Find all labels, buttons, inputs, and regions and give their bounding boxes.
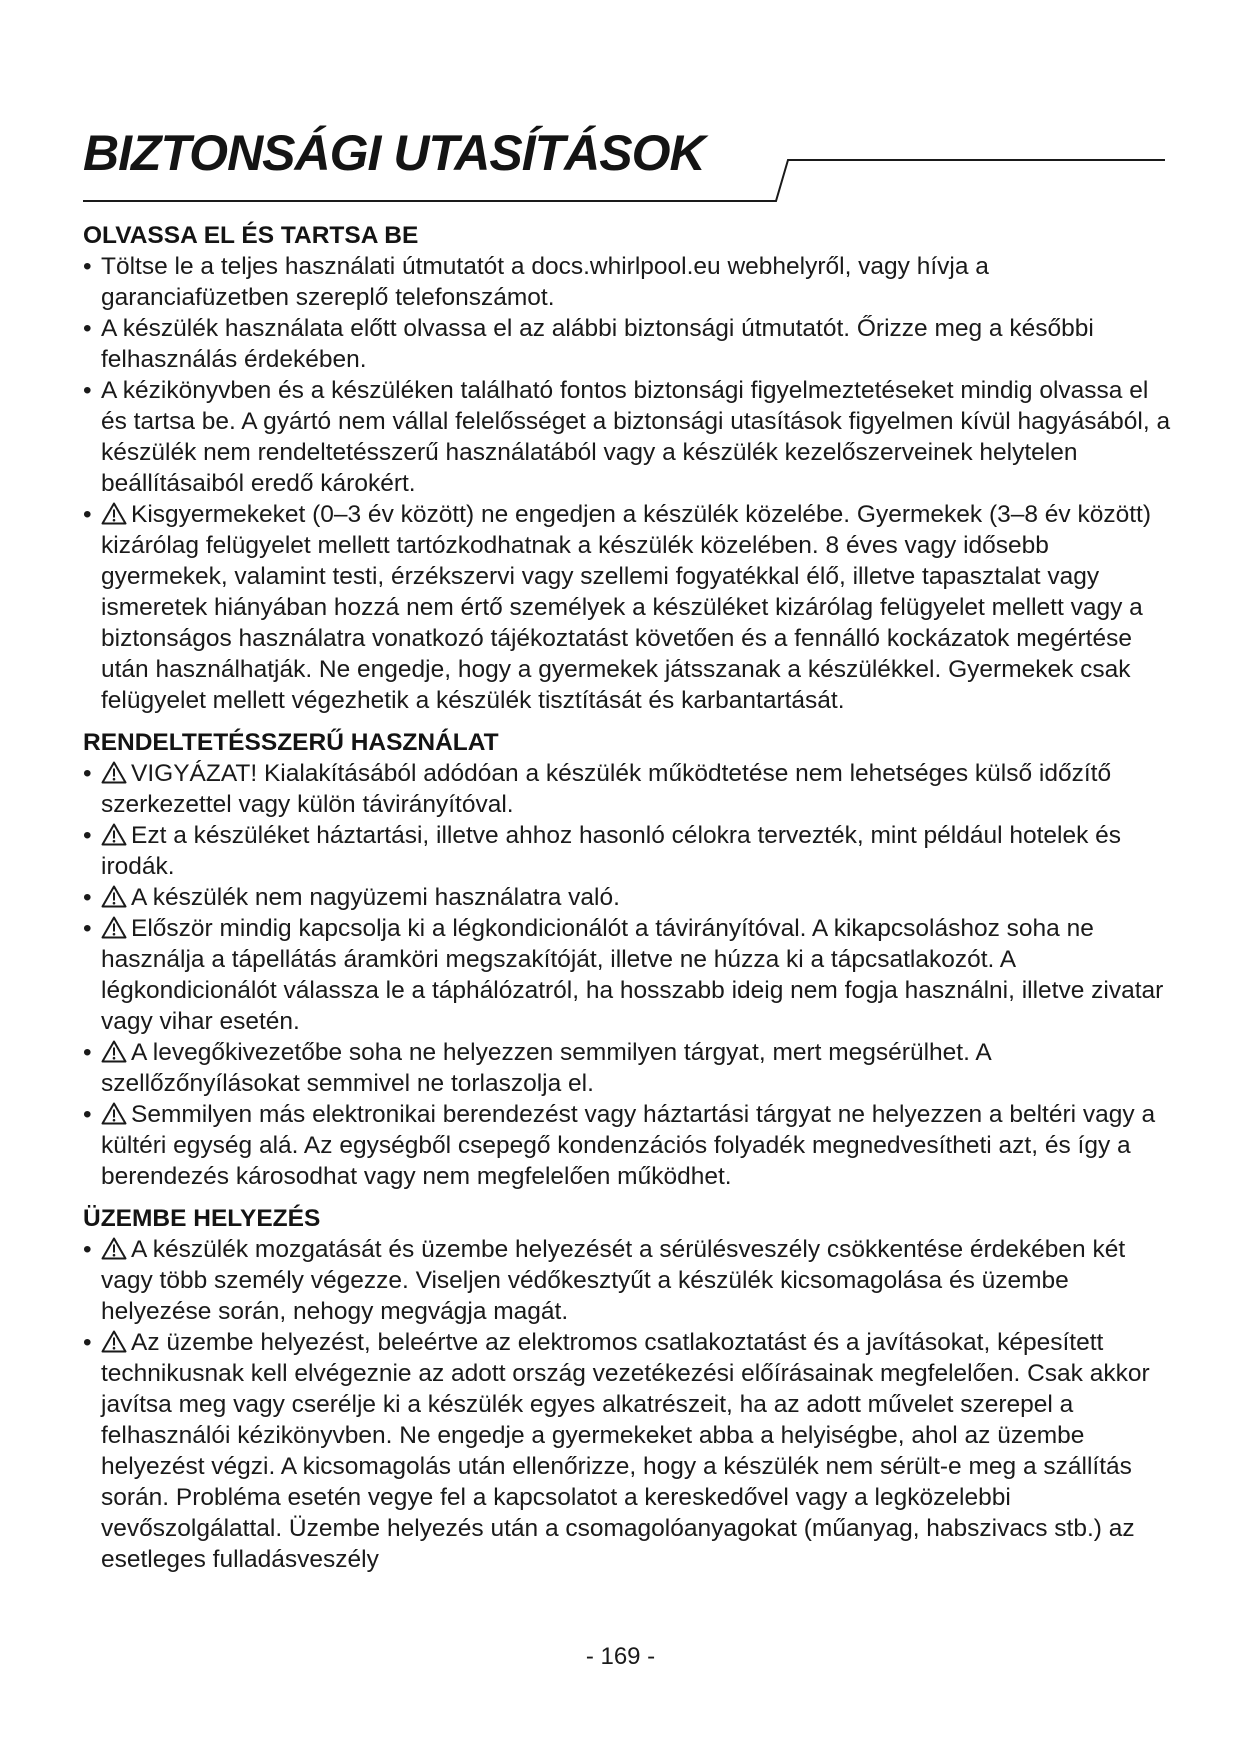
warning-triangle-icon	[101, 1237, 127, 1260]
item-list	[83, 1234, 1173, 1575]
page-title: BIZTONSÁGI UTASÍTÁSOK	[83, 125, 705, 181]
warning-triangle-icon	[101, 761, 127, 784]
section-installation	[83, 1203, 1173, 1575]
page-number: - 169 -	[585, 1643, 656, 1670]
item-text: A készülék használata előtt olvassa el az alábbi biztonsági útmutatót. Őrizze meg a későbbi felhasználás érdekében.	[101, 315, 1094, 373]
list-item	[83, 375, 1173, 499]
list-item	[83, 1037, 1173, 1099]
list-item	[83, 1099, 1173, 1192]
item-text: A készülék nem nagyüzemi használatra való.	[131, 884, 620, 911]
warning-triangle-icon	[101, 1040, 127, 1063]
warning-triangle-icon	[101, 885, 127, 908]
list-item	[83, 499, 1173, 716]
item-text: A levegőkivezetőbe soha ne helyezzen semmilyen tárgyat, mert megsérülhet. A szellőzőnyílásokat semmivel ne torlaszolja el.	[101, 1039, 991, 1097]
item-text: Az üzembe helyezést, beleértve az elektromos csatlakoztatást és a javításokat, képesített technikusnak kell elvégeznie az adott ország vezetékezési előírásainak megfelelően. Csak akkor javítsa meg vagy cserélje ki a készülék egyes alkatrészeit, ha az adott művelet szerepel a felhasználói kézikönyvben. Ne engedje a gyermekeket abba a helyiségbe, ahol az üzembe helyezést végzi. A kicsomagolás után ellenőrizze, hogy a készülék nem sérült-e meg a szállítás során. Probléma esetén vegye fel a kapcsolatot a kereskedővel vagy a legközelebbi vevőszolgálattal. Üzembe helyezés után a csomagolóanyagokat (műanyag, habszivacs stb.) az esetleges fulladásveszély	[101, 1329, 1150, 1573]
item-list	[83, 251, 1173, 716]
section-heading: ÜZEMBE HELYEZÉS	[83, 1205, 321, 1232]
list-item	[83, 758, 1173, 820]
list-item	[83, 882, 1173, 913]
item-text: Töltse le a teljes használati útmutatót a docs.whirlpool.eu webhelyről, vagy hívja a garanciafüzetben szereplő telefonszámot.	[101, 253, 989, 311]
section-heading: OLVASSA EL ÉS TARTSA BE	[83, 222, 419, 249]
item-text: A kézikönyvben és a készüléken található fontos biztonsági figyelmeztetéseket mindig olvassa el és tartsa be. A gyártó nem vállal felelősséget a biztonsági utasítások figyelmen kívül hagyásából, a készülék nem rendeltetésszerű használatából vagy a készülék kezelőszerveinek helytelen beállításaiból eredő károkért.	[101, 377, 1171, 497]
item-text: VIGYÁZAT! Kialakításából adódóan a készülék működtetése nem lehetséges külső időzítő szerkezettel vagy külön távirányítóval.	[101, 760, 1112, 818]
item-text: Először mindig kapcsolja ki a légkondicionálót a távirányítóval. A kikapcsoláshoz soha ne használja a tápellátás áramköri megszakítóját, illetve ne húzza ki a tápcsatlakozót. A légkondicionálót válassza le a táphálózatról, ha hosszabb ideig nem fogja használni, illetve zivatar vagy vihar esetén.	[101, 915, 1164, 1035]
item-text: A készülék mozgatását és üzembe helyezését a sérülésveszély csökkentése érdekében két vagy több személy végezze. Viseljen védőkesztyűt a készülék kicsomagolása és üzembe helyezése során, nehogy megvágja magát.	[101, 1236, 1126, 1325]
warning-triangle-icon	[101, 1330, 127, 1353]
list-item	[83, 820, 1173, 882]
list-item	[83, 1234, 1173, 1327]
section-intended-use	[83, 727, 1173, 1192]
section-read-and-keep	[83, 220, 1173, 716]
item-text: Ezt a készüléket háztartási, illetve ahhoz hasonló célokra tervezték, mint például hotelek és irodák.	[101, 822, 1122, 880]
list-item	[83, 913, 1173, 1037]
safety-content	[83, 220, 1173, 1575]
list-item	[83, 251, 1173, 313]
item-text: Semmilyen más elektronikai berendezést vagy háztartási tárgyat ne helyezzen a beltéri vagy a kültéri egység alá. Az egységből csepegő kondenzációs folyadék megnedvesítheti azt, és így a berendezés károsodhat vagy nem megfelelően működhet.	[101, 1101, 1156, 1190]
list-item	[83, 313, 1173, 375]
warning-triangle-icon	[101, 916, 127, 939]
warning-triangle-icon	[101, 502, 127, 525]
warning-triangle-icon	[101, 1102, 127, 1125]
item-list	[83, 758, 1173, 1192]
title-underline-rule	[0, 0, 1241, 210]
section-heading: RENDELTETÉSSZERŰ HASZNÁLAT	[83, 729, 499, 756]
list-item	[83, 1327, 1173, 1575]
item-text: Kisgyermekeket (0–3 év között) ne engedjen a készülék közelébe. Gyermekek (3–8 év között) kizárólag felügyelet mellett tartózkodhatnak a készülék közelében. 8 éves vagy idősebb gyermekek, valamint testi, érzékszervi vagy szellemi fogyatékkal élő, illetve tapasztalat vagy ismeretek hiányában hozzá nem értő személyek a készüléket kizárólag felügyelet mellett vagy a biztonságos használatra vonatkozó tájékoztatást követően és a fennálló kockázatok megértése után használhatják. Ne engedje, hogy a gyermekek játsszanak a készülékkel. Gyermekek csak felügyelet mellett végezhetik a készülék tisztítását és karbantartását.	[101, 501, 1151, 714]
warning-triangle-icon	[101, 823, 127, 846]
